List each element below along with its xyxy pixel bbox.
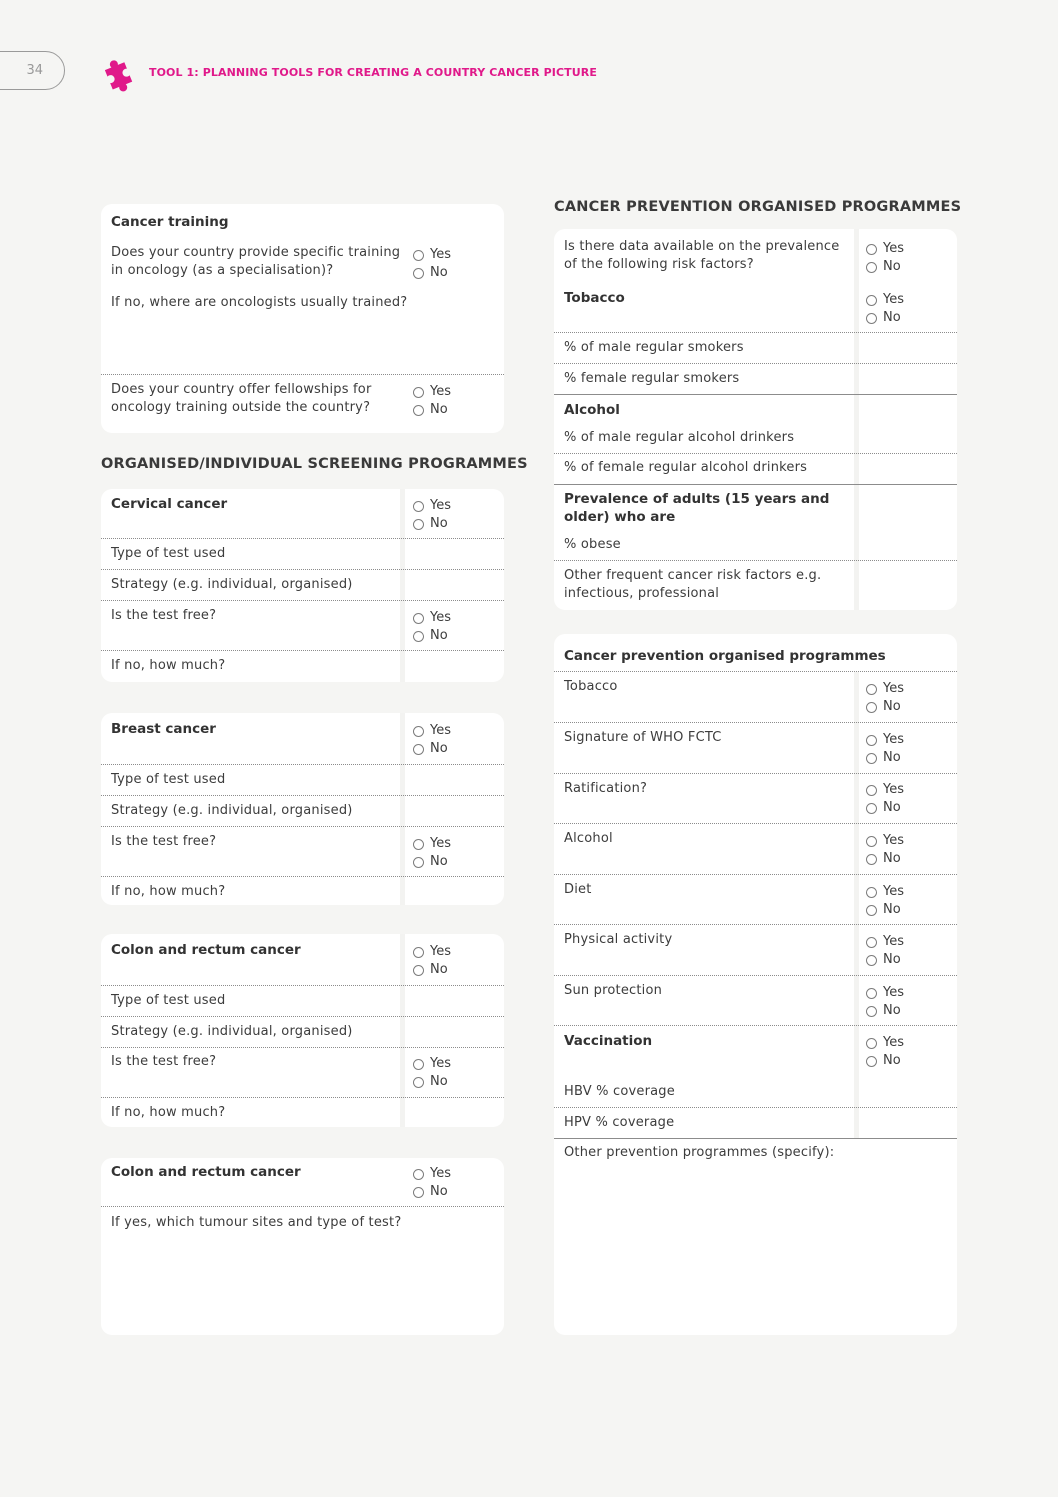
radio-circle-icon [413,839,424,850]
radio-circle-icon [413,387,424,398]
prevention-programmes-card [554,634,957,1335]
card-title: Cancer training [111,214,229,230]
radio-no[interactable]: No [413,1073,451,1091]
radio-circle-icon [866,295,877,306]
label-test-free: Is the test free? [111,1054,217,1069]
radio-no[interactable]: No [413,740,451,758]
radio-group [866,240,904,276]
card-title: Colon and rectum cancer [111,942,301,958]
question-data-available: Is there data available on the prevalence of the following risk factors? [564,239,840,272]
radio-circle-icon [413,1187,424,1198]
radio-circle-icon [866,1006,877,1017]
label-tumour-sites: If yes, which tumour sites and type of test? [111,1215,402,1230]
radio-yes[interactable]: Yes [413,609,451,627]
label-strategy: Strategy (e.g. individual, organised) [111,1024,353,1039]
row-divider [101,204,504,375]
radio-circle-icon [413,1169,424,1180]
radio-group [413,1165,451,1201]
label-female-alcohol: % of female regular alcohol drinkers [564,460,808,475]
radio-yes[interactable]: Yes [866,680,904,698]
label-alcohol: Alcohol [564,402,620,418]
label-ratification: Ratification? [564,781,648,796]
breast-cancer-card [101,713,504,905]
radio-yes[interactable]: Yes [866,240,904,258]
label-male-alcohol: % of male regular alcohol drinkers [564,430,795,445]
radio-circle-icon [866,803,877,814]
label-how-much: If no, how much? [111,658,226,673]
radio-circle-icon [413,744,424,755]
label-type-of-test: Type of test used [111,546,226,561]
card-title: Cancer prevention organised programmes [564,648,886,664]
label-strategy: Strategy (e.g. individual, organised) [111,577,353,592]
card-title: Breast cancer [111,721,216,737]
header-title: TOOL 1: PLANNING TOOLS FOR CREATING A COUNTRY CANCER PICTURE [149,66,597,79]
radio-yes[interactable]: Yes [413,835,451,853]
radio-yes[interactable]: Yes [413,383,451,401]
label-physical-activity: Physical activity [564,932,673,947]
radio-circle-icon [866,988,877,999]
radio-group [413,1055,451,1091]
radio-yes[interactable]: Yes [413,943,451,961]
radio-yes[interactable]: Yes [866,832,904,850]
radio-circle-icon [866,836,877,847]
label-test-free: Is the test free? [111,834,217,849]
radio-circle-icon [866,905,877,916]
radio-circle-icon [866,1038,877,1049]
prevention-section-title: CANCER PREVENTION ORGANISED PROGRAMMES [554,199,962,215]
radio-circle-icon [866,937,877,948]
radio-no[interactable]: No [866,951,904,969]
radio-no[interactable]: No [413,264,451,282]
radio-no[interactable]: No [866,749,904,767]
label-vaccination: Vaccination [564,1033,653,1049]
radio-no[interactable]: No [866,698,904,716]
radio-circle-icon [866,1056,877,1067]
label-type-of-test: Type of test used [111,772,226,787]
colon-cancer-card [101,934,504,1127]
radio-yes[interactable]: Yes [413,1165,451,1183]
label-type-of-test: Type of test used [111,993,226,1008]
radio-no[interactable]: No [413,401,451,419]
label-how-much: If no, how much? [111,884,226,899]
radio-circle-icon [866,854,877,865]
radio-circle-icon [866,955,877,966]
radio-no[interactable]: No [413,515,451,533]
radio-circle-icon [413,947,424,958]
radio-yes[interactable]: Yes [866,933,904,951]
radio-no[interactable]: No [866,309,904,327]
cancer-training-card [101,204,504,433]
radio-group [866,781,904,817]
radio-group [413,497,451,533]
radio-group [866,984,904,1020]
radio-group [866,933,904,969]
radio-yes[interactable]: Yes [413,246,451,264]
risk-factors-card [554,229,957,610]
radio-yes[interactable]: Yes [413,722,451,740]
radio-circle-icon [413,1077,424,1088]
radio-circle-icon [413,1059,424,1070]
radio-no[interactable]: No [413,1183,451,1201]
label-male-smokers: % of male regular smokers [564,340,744,355]
radio-group [413,722,451,758]
radio-yes[interactable]: Yes [866,984,904,1002]
radio-circle-icon [866,887,877,898]
label-other-risk-factors: Other frequent cancer risk factors e.g. infectious, professional [564,568,822,601]
radio-group [866,883,904,919]
radio-yes[interactable]: Yes [413,497,451,515]
radio-group [866,1034,904,1070]
radio-yes[interactable]: Yes [866,883,904,901]
radio-yes[interactable]: Yes [866,781,904,799]
card-title: Colon and rectum cancer [111,1164,301,1180]
screening-section-title: ORGANISED/INDIVIDUAL SCREENING PROGRAMMES [101,456,528,472]
radio-circle-icon [413,519,424,530]
radio-group [413,609,451,645]
label-fctc: Signature of WHO FCTC [564,730,722,745]
radio-group [413,835,451,871]
question-oncology-training: Does your country provide specific training in oncology (as a specialisation)? [111,245,401,278]
cervical-cancer-card [101,489,504,682]
other-screening-card [101,1158,504,1335]
question-fellowships: Does your country offer fellowships for oncology training outside the country? [111,382,372,415]
radio-group [866,291,904,327]
label-tobacco: Tobacco [564,679,618,694]
puzzle-icon [100,54,138,92]
radio-circle-icon [866,785,877,796]
label-strategy: Strategy (e.g. individual, organised) [111,803,353,818]
radio-yes[interactable]: Yes [413,1055,451,1073]
label-how-much: If no, how much? [111,1105,226,1120]
radio-circle-icon [413,965,424,976]
radio-no[interactable]: No [413,627,451,645]
radio-circle-icon [866,735,877,746]
card-title: Cervical cancer [111,496,228,512]
radio-circle-icon [866,262,877,273]
label-alcohol: Alcohol [564,831,613,846]
label-tobacco: Tobacco [564,290,625,306]
radio-no[interactable]: No [866,1002,904,1020]
label-diet: Diet [564,882,592,897]
radio-circle-icon [866,313,877,324]
radio-group [413,383,451,419]
radio-no[interactable]: No [866,850,904,868]
radio-circle-icon [866,753,877,764]
radio-yes[interactable]: Yes [866,731,904,749]
radio-no[interactable]: No [866,799,904,817]
radio-no[interactable]: No [866,258,904,276]
radio-circle-icon [413,857,424,868]
radio-circle-icon [413,405,424,416]
label-female-smokers: % female regular smokers [564,371,740,386]
radio-group [866,731,904,767]
radio-group [866,680,904,716]
radio-group [413,943,451,979]
radio-no[interactable]: No [413,853,451,871]
label-test-free: Is the test free? [111,608,217,623]
label-other-programmes: Other prevention programmes (specify): [564,1145,835,1160]
label-adults-prevalence: Prevalence of adults (15 years and older) who are [564,491,830,525]
radio-circle-icon [413,631,424,642]
label-obese: % obese [564,537,621,552]
radio-circle-icon [866,684,877,695]
radio-group [866,832,904,868]
radio-yes[interactable]: Yes [866,1034,904,1052]
radio-yes[interactable]: Yes [866,291,904,309]
radio-circle-icon [413,726,424,737]
radio-circle-icon [413,501,424,512]
radio-no[interactable]: No [866,1052,904,1070]
radio-circle-icon [413,613,424,624]
page-number-tab [0,51,65,90]
radio-no[interactable]: No [413,961,451,979]
label-sun-protection: Sun protection [564,983,663,998]
radio-circle-icon [866,702,877,713]
question-where-trained: If no, where are oncologists usually trained? [111,295,408,310]
label-hbv-coverage: HBV % coverage [564,1084,675,1099]
label-hpv-coverage: HPV % coverage [564,1115,675,1130]
radio-no[interactable]: No [866,901,904,919]
page-number: 34 [26,63,43,78]
radio-circle-icon [866,244,877,255]
